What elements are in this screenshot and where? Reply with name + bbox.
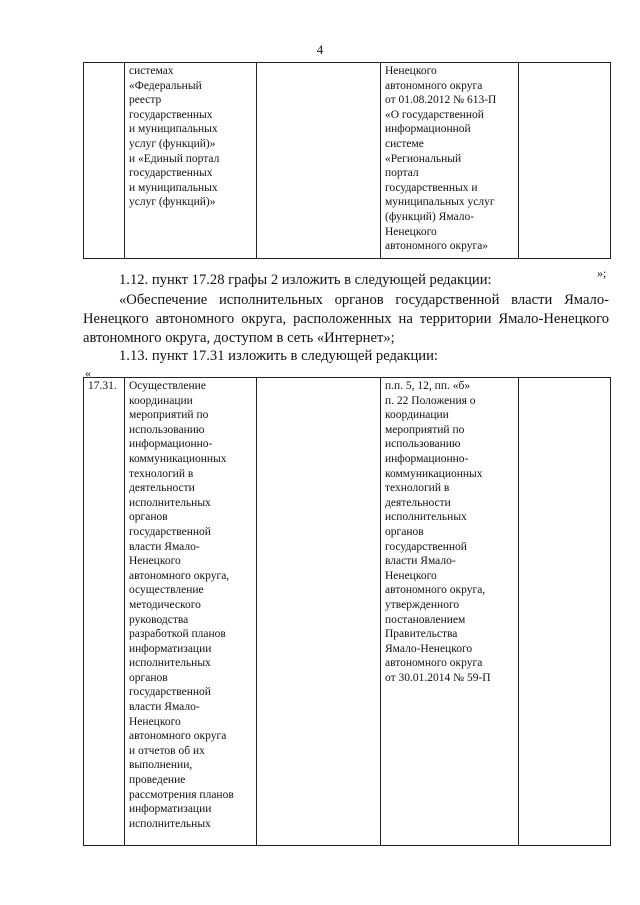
table-continuation <box>83 62 611 259</box>
item-1-12-heading: 1.12. пункт 17.28 графы 2 изложить в следующей редакции: <box>119 272 492 288</box>
opening-quote: « <box>85 366 91 380</box>
table-cell-function: системах «Федеральный реестр государственных и муниципальных услуг (функций)» и «Единый портал государственных и муниципальных услуг (функций)» <box>125 63 257 259</box>
table-row <box>84 63 611 259</box>
table-item-17-31 <box>83 377 611 846</box>
table-cell-empty <box>519 63 611 259</box>
table-cell-number: 17.31. <box>84 378 125 846</box>
table-cell-legal-basis: п.п. 5, 12, пп. «б» п. 22 Положения о координации мероприятий по использованию информационно- коммуникационных технологий в деятельности исполнительных органов государственной власти Ямало- Ненецкого автономного округа, утвержденного постановлением Правительства Ямало-Ненецкого автономного округа от 30.01.2014 № 59-П <box>381 378 519 846</box>
table-cell-empty <box>257 63 381 259</box>
page-number: 4 <box>316 42 324 57</box>
table-cell-empty <box>257 378 381 846</box>
table-cell-legal-basis: Ненецкого автономного округа от 01.08.2012 № 613-П «О государственной информационной системе «Региональный портал государственных и муниципальных услуг (функций) Ямало- Ненецкого автономного округа» <box>381 63 519 259</box>
item-1-12-text-line2: Ненецкого автономного округа, расположенных на территории Ямало-Ненецкого <box>83 311 609 327</box>
table-row <box>84 378 611 846</box>
table-cell-function: Осуществление координации мероприятий по использованию информационно- коммуникационных технологий в деятельности исполнительных органов государственной власти Ямало- Ненецкого автономного округа, осуществление методического руководства разработкой планов информатизации исполнительных органов государственной власти Ямало- Ненецкого автономного округа и отчетов об их выполнении, проведение рассмотрения планов информатизации исполнительных <box>125 378 257 846</box>
item-1-12-text-line1: «Обеспечение исполнительных органов государственной власти Ямало- <box>119 292 609 308</box>
item-1-12-text-line3: автономного округа, доступом в сеть «Интернет»; <box>83 330 395 346</box>
item-1-13-heading: 1.13. пункт 17.31 изложить в следующей редакции: <box>119 348 438 364</box>
table-cell-empty <box>519 378 611 846</box>
table-cell-number <box>84 63 125 259</box>
closing-quote: »; <box>597 266 607 280</box>
